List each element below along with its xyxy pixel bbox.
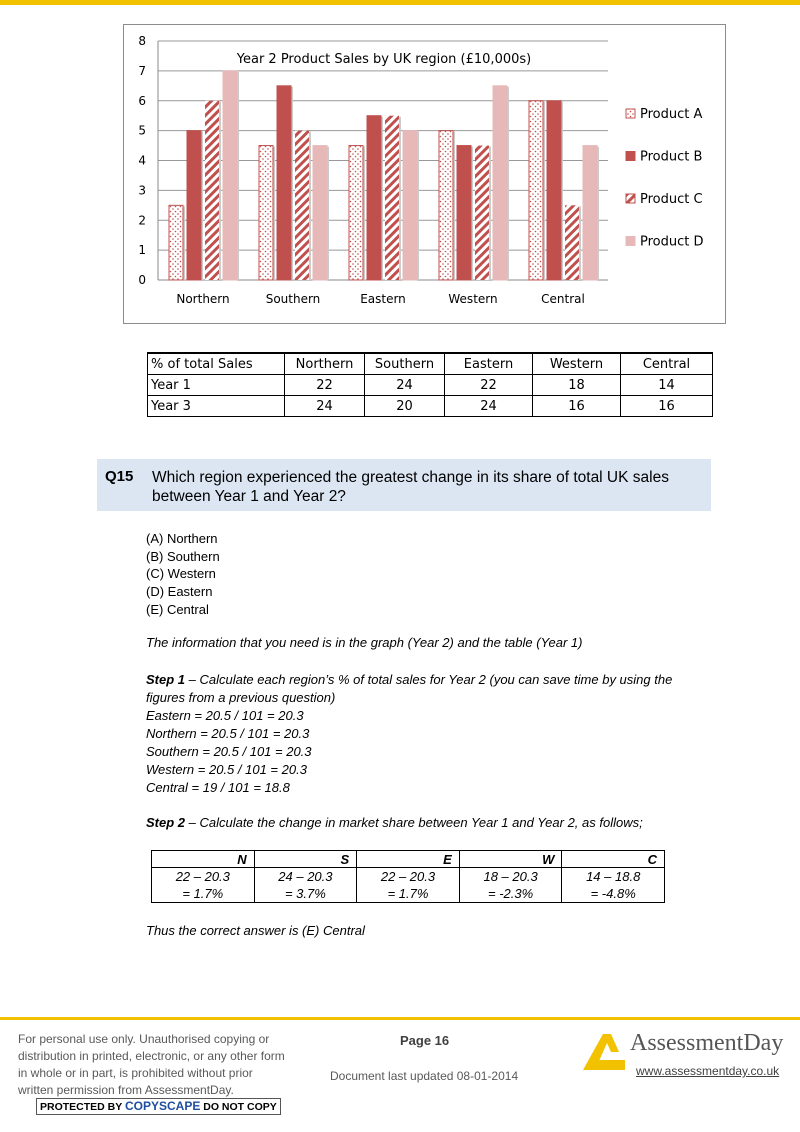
- y-tick-label: 2: [138, 213, 146, 228]
- bar: [205, 101, 219, 280]
- bar: [403, 131, 417, 280]
- sales-bar-chart: [123, 24, 726, 324]
- step-1-block: [146, 671, 706, 797]
- top-accent-bar: [0, 0, 800, 5]
- calc-line: Eastern = 20.5 / 101 = 20.3: [146, 708, 304, 723]
- table-cell: 20: [365, 396, 445, 417]
- legend-label: Product D: [640, 234, 704, 250]
- question-number: Q15: [105, 468, 134, 485]
- calc-line: Southern = 20.5 / 101 = 20.3: [146, 744, 312, 759]
- bar: [349, 146, 363, 280]
- x-tick-label: Northern: [176, 292, 230, 306]
- table-cell: 24: [285, 396, 365, 417]
- table-header-row: [152, 851, 665, 868]
- bar: [475, 146, 489, 280]
- table-header-cell: Southern: [365, 353, 445, 375]
- option-b[interactable]: (B) Southern: [146, 548, 220, 564]
- brand-name: AssessmentDay: [630, 1030, 784, 1056]
- bar: [385, 116, 399, 280]
- table-cell: Year 3: [148, 396, 285, 417]
- step-1-heading: [146, 671, 706, 707]
- table-header-cell: W: [459, 851, 562, 868]
- copyright-notice: For personal use only. Unauthorised copying or distribution in printed, electronic, or any other form in whole or in part, is prohibited without prior written permission from AssessmentDay.: [18, 1032, 285, 1097]
- footer-accent-bar: [0, 1017, 800, 1020]
- table-cell: = -4.8%: [562, 885, 665, 903]
- x-tick-label: Central: [541, 292, 585, 306]
- bar: [169, 205, 183, 280]
- option-e[interactable]: (E) Central: [146, 601, 209, 617]
- table-header-cell: % of total Sales: [148, 353, 285, 375]
- bar: [529, 101, 543, 280]
- table-cell: 24: [445, 396, 533, 417]
- table-row: [148, 396, 713, 417]
- bar: [565, 205, 579, 280]
- question-text: Which region experienced the greatest change in its share of total UK sales between Year 1 and Year 2?: [152, 469, 669, 505]
- x-tick-label: Western: [448, 292, 498, 306]
- table-row: [152, 868, 665, 886]
- bar: [547, 101, 561, 280]
- legend-label: Product A: [640, 107, 703, 122]
- bar: [457, 146, 471, 280]
- copyscape-brand: COPYSCAPE: [124, 1099, 201, 1113]
- bar: [277, 86, 291, 280]
- bar: [313, 146, 327, 280]
- table-header-cell: N: [152, 851, 255, 868]
- table-header-cell: Western: [533, 353, 621, 375]
- chart-canvas: [124, 25, 725, 323]
- option-c[interactable]: (C) Western: [146, 566, 216, 582]
- table-header-cell: C: [562, 851, 665, 868]
- bar: [295, 131, 309, 280]
- bar: [493, 86, 507, 280]
- bar: [439, 131, 453, 280]
- table-cell: 14 – 18.8: [562, 868, 665, 886]
- change-table: [151, 850, 665, 903]
- table-cell: 22 – 20.3: [357, 868, 460, 886]
- y-tick-label: 6: [138, 93, 146, 108]
- table-cell: Year 1: [148, 375, 285, 396]
- info-line: The information that you need is in the graph (Year 2) and the table (Year 1): [146, 635, 583, 650]
- calc-line: Central = 19 / 101 = 18.8: [146, 780, 290, 795]
- legend-swatch: [626, 109, 635, 118]
- legend-label: Product B: [640, 149, 703, 165]
- option-d[interactable]: (D) Eastern: [146, 584, 213, 600]
- y-tick-label: 7: [138, 63, 146, 78]
- legend-swatch: [626, 152, 635, 161]
- legend-swatch: [626, 194, 635, 203]
- y-tick-label: 8: [138, 34, 146, 48]
- copyscape-text: PROTECTED BY: [40, 1101, 125, 1113]
- calc-line: Northern = 20.5 / 101 = 20.3: [146, 726, 310, 741]
- table-header-cell: E: [357, 851, 460, 868]
- step-2-label: Step 2: [146, 815, 186, 830]
- legend-swatch: [626, 237, 635, 246]
- bar: [223, 71, 237, 280]
- table-cell: = 3.7%: [254, 885, 357, 903]
- step-2-heading: [146, 814, 706, 832]
- table-header-row: [148, 353, 713, 375]
- last-updated: Document last updated 08-01-2014: [330, 1069, 519, 1083]
- table-cell: 16: [621, 396, 713, 417]
- table-cell: = -2.3%: [459, 885, 562, 903]
- table-header-cell: Northern: [285, 353, 365, 375]
- table-cell: 18 – 20.3: [459, 868, 562, 886]
- bar: [367, 116, 381, 280]
- table-header-cell: S: [254, 851, 357, 868]
- question-box: [97, 459, 711, 511]
- y-tick-label: 4: [138, 153, 146, 168]
- y-tick-label: 3: [138, 183, 146, 198]
- option-a[interactable]: (A) Northern: [146, 531, 218, 546]
- assessmentday-logo-icon: [581, 1030, 629, 1074]
- brand-url-link[interactable]: www.assessmentday.co.uk: [636, 1064, 780, 1078]
- bar: [259, 146, 273, 280]
- table-row: [148, 375, 713, 396]
- table-row: [152, 885, 665, 903]
- bar: [187, 131, 201, 280]
- table-cell: = 1.7%: [357, 885, 460, 903]
- page-number: Page 16: [400, 1033, 450, 1048]
- table-cell: 18: [533, 375, 621, 396]
- table-cell: 16: [533, 396, 621, 417]
- bar: [583, 146, 597, 280]
- y-tick-label: 1: [138, 243, 146, 258]
- calc-line: Western = 20.5 / 101 = 20.3: [146, 762, 307, 777]
- conclusion: Thus the correct answer is (E) Central: [146, 923, 365, 938]
- step-2-text: – Calculate the change in market share between Year 1 and Year 2, as follows;: [185, 815, 643, 830]
- table-cell: 24: [365, 375, 445, 396]
- step-1-text: – Calculate each region’s % of total sales for Year 2 (you can save time by using the figures from a previous question): [146, 672, 673, 705]
- legend-label: Product C: [640, 192, 703, 207]
- chart-title: Year 2 Product Sales by UK region (£10,000s): [236, 52, 532, 67]
- y-tick-label: 0: [138, 273, 146, 287]
- table-header-cell: Central: [621, 353, 713, 375]
- copyscape-text-2: DO NOT COPY: [200, 1101, 277, 1113]
- table-cell: 22: [445, 375, 533, 396]
- copyscape-badge[interactable]: [36, 1098, 281, 1115]
- table-cell: 22: [285, 375, 365, 396]
- step-1-label: Step 1: [146, 672, 186, 687]
- table-cell: 22 – 20.3: [152, 868, 255, 886]
- year-share-table: [147, 352, 713, 417]
- table-header-cell: Eastern: [445, 353, 533, 375]
- x-tick-label: Southern: [265, 292, 321, 306]
- x-tick-label: Eastern: [360, 292, 406, 306]
- y-tick-label: 5: [138, 123, 146, 138]
- table-cell: = 1.7%: [152, 885, 255, 903]
- table-cell: 14: [621, 375, 713, 396]
- answer-options: [146, 530, 220, 619]
- table-cell: 24 – 20.3: [254, 868, 357, 886]
